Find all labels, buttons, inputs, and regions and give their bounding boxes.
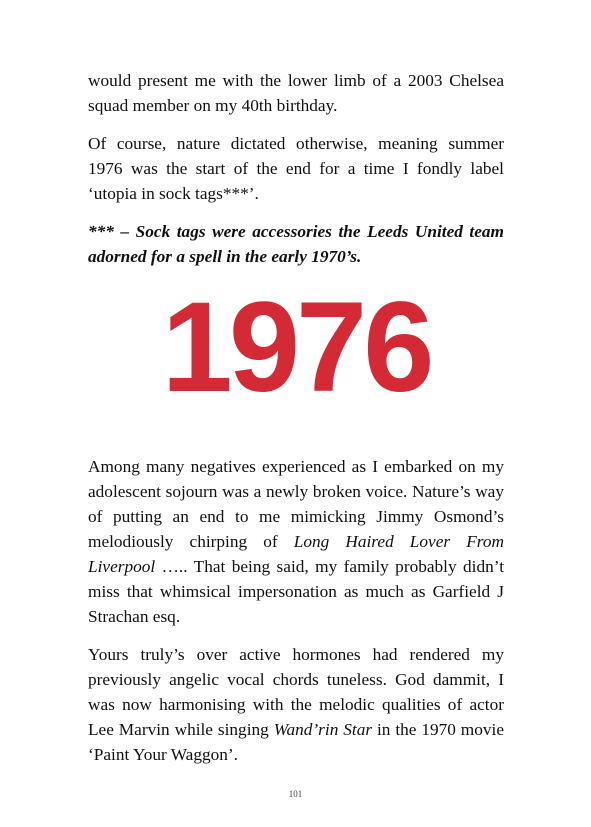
- headline-year: 1976: [161, 276, 431, 419]
- paragraph-text: ….. That being said, my family probably didn’t miss that whimsical impersonation as much as Garfield J Strachan esq.: [88, 557, 504, 626]
- paragraph-text: Among many negatives experienced as I embarked on my adolescent sojourn was a newly broken voice. Nature’s way of putting an end to me mimicking Jimmy Osmond’s melodiously chirping of: [88, 457, 504, 551]
- paragraph-chelsea: would present me with the lower limb of a 2003 Chelsea squad member on my 40th birthday.: [88, 71, 504, 115]
- song-title: Long Haired Lover From Liverpool: [88, 532, 504, 576]
- paragraph-hormones: [88, 642, 504, 767]
- page-number: 101: [288, 789, 303, 799]
- page-content: [88, 68, 504, 780]
- paragraph-broken-voice: [88, 454, 504, 629]
- paragraph-text: in the 1970 movie ‘Paint Your Waggon’.: [88, 720, 505, 764]
- paragraph-text: Yours truly’s over active hormones had rendered my previously angelic vocal chords tuneless. God dammit, I was now harmonising with the melodic qualities of actor Lee Marvin while singing: [88, 645, 504, 739]
- footnote-sock-tags: *** – Sock tags were accessories the Leeds United team adorned for a spell in the early 1970’s.: [88, 222, 504, 266]
- song-title: Wand’rin Star: [273, 720, 373, 739]
- paragraph-utopia: Of course, nature dictated otherwise, meaning summer 1976 was the start of the end for a time I fondly label ‘utopia in sock tags***’.: [88, 134, 504, 203]
